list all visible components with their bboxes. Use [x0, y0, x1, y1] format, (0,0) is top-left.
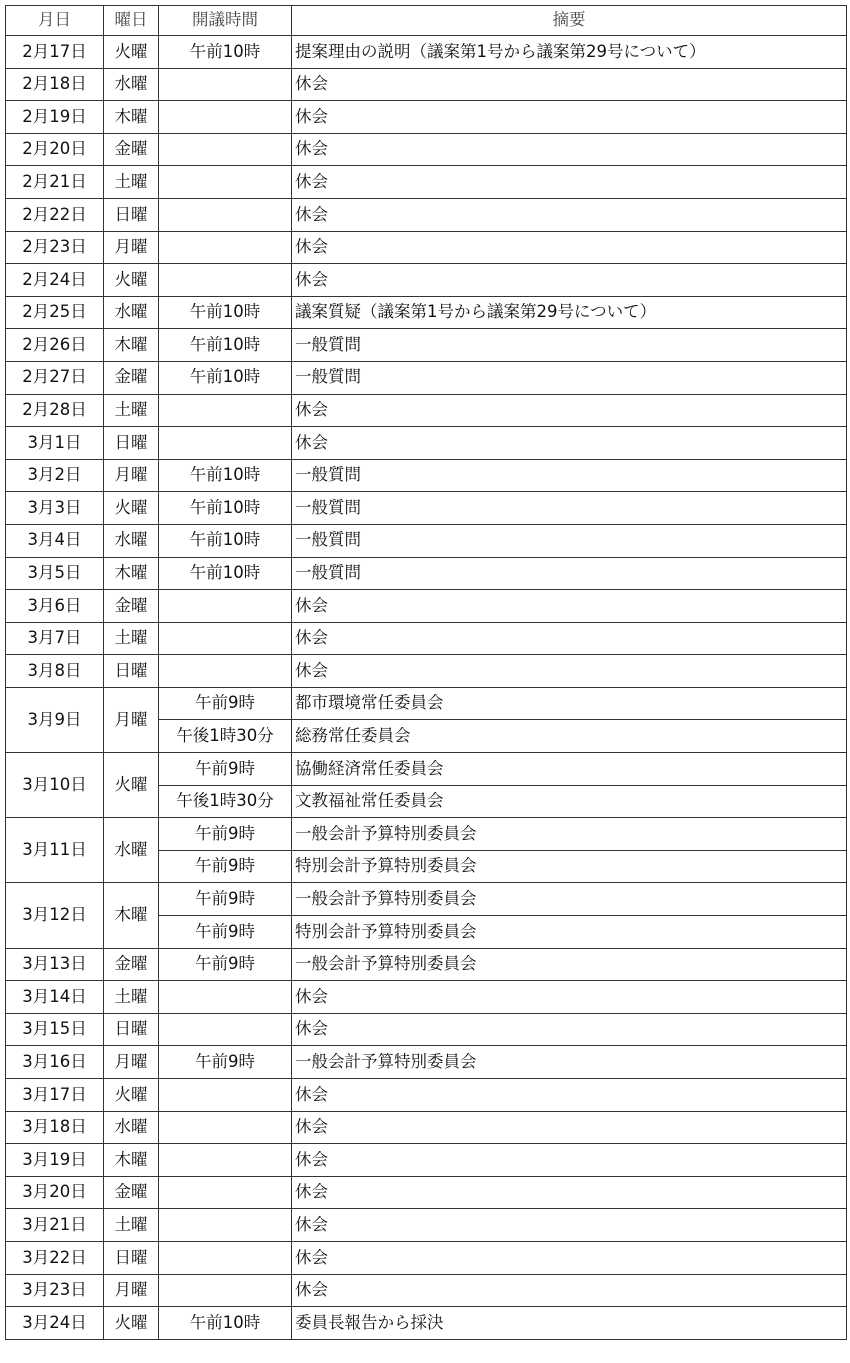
- start-time-cell: 午前10時: [159, 329, 292, 362]
- summary-cell: 休会: [292, 394, 847, 427]
- start-time-cell: 午前9時: [159, 948, 292, 981]
- table-row: [6, 753, 847, 786]
- weekday-cell: 月曜: [104, 1046, 159, 1079]
- start-time-cell: 午後1時30分: [159, 720, 292, 753]
- table-row: [6, 883, 847, 916]
- weekday-cell: 木曜: [104, 101, 159, 134]
- weekday-cell: 金曜: [104, 1176, 159, 1209]
- start-time-cell: 午前10時: [159, 1307, 292, 1340]
- weekday-cell: 土曜: [104, 1209, 159, 1242]
- date-cell: 2月17日: [6, 36, 104, 69]
- summary-cell: 一般質問: [292, 459, 847, 492]
- summary-cell: 休会: [292, 1013, 847, 1046]
- weekday-cell: 月曜: [104, 1274, 159, 1307]
- start-time-cell: 午前10時: [159, 557, 292, 590]
- table-row: [6, 198, 847, 231]
- summary-cell: 休会: [292, 1274, 847, 1307]
- start-time-cell: [159, 1111, 292, 1144]
- start-time-cell: 午前9時: [159, 916, 292, 949]
- weekday-cell: 土曜: [104, 981, 159, 1014]
- start-time-cell: 午前9時: [159, 818, 292, 851]
- start-time-cell: 午前9時: [159, 850, 292, 883]
- summary-cell: 休会: [292, 264, 847, 297]
- table-row: [6, 1046, 847, 1079]
- weekday-cell: 水曜: [104, 68, 159, 101]
- summary-cell: 委員長報告から採決: [292, 1307, 847, 1340]
- weekday-cell: 金曜: [104, 361, 159, 394]
- summary-cell: 一般会計予算特別委員会: [292, 948, 847, 981]
- start-time-cell: 午前10時: [159, 36, 292, 69]
- weekday-cell: 日曜: [104, 1013, 159, 1046]
- table-row: [6, 492, 847, 525]
- start-time-cell: [159, 590, 292, 623]
- weekday-cell: 火曜: [104, 492, 159, 525]
- summary-cell: 特別会計予算特別委員会: [292, 850, 847, 883]
- weekday-cell: 火曜: [104, 1079, 159, 1112]
- summary-cell: 休会: [292, 166, 847, 199]
- summary-cell: 休会: [292, 1241, 847, 1274]
- summary-cell: 総務常任委員会: [292, 720, 847, 753]
- summary-cell: 一般会計予算特別委員会: [292, 1046, 847, 1079]
- weekday-cell: 水曜: [104, 296, 159, 329]
- summary-cell: 休会: [292, 655, 847, 688]
- table-body: [6, 36, 847, 1340]
- date-cell: 2月28日: [6, 394, 104, 427]
- date-cell: 2月25日: [6, 296, 104, 329]
- date-cell: 3月22日: [6, 1241, 104, 1274]
- summary-cell: 一般会計予算特別委員会: [292, 818, 847, 851]
- summary-cell: 一般質問: [292, 492, 847, 525]
- weekday-cell: 木曜: [104, 329, 159, 362]
- start-time-cell: [159, 1079, 292, 1112]
- summary-cell: 一般質問: [292, 361, 847, 394]
- table-row: [6, 166, 847, 199]
- summary-cell: 休会: [292, 622, 847, 655]
- summary-cell: 休会: [292, 68, 847, 101]
- start-time-cell: 午前10時: [159, 361, 292, 394]
- weekday-cell: 月曜: [104, 687, 159, 752]
- table-row: [6, 101, 847, 134]
- weekday-cell: 木曜: [104, 883, 159, 948]
- table-row: [6, 687, 847, 720]
- weekday-cell: 金曜: [104, 948, 159, 981]
- table-row: [6, 1176, 847, 1209]
- header-date: 月日: [6, 6, 104, 36]
- weekday-cell: 日曜: [104, 655, 159, 688]
- header-day: 曜日: [104, 6, 159, 36]
- date-cell: 3月17日: [6, 1079, 104, 1112]
- date-cell: 3月8日: [6, 655, 104, 688]
- table-row: [6, 1307, 847, 1340]
- table-row: [6, 1144, 847, 1177]
- table-row: [6, 394, 847, 427]
- date-cell: 3月2日: [6, 459, 104, 492]
- date-cell: 3月11日: [6, 818, 104, 883]
- table-row: [6, 459, 847, 492]
- table-row: [6, 818, 847, 851]
- start-time-cell: [159, 198, 292, 231]
- date-cell: 2月18日: [6, 68, 104, 101]
- summary-cell: 休会: [292, 590, 847, 623]
- date-cell: 3月5日: [6, 557, 104, 590]
- table-row: [6, 329, 847, 362]
- weekday-cell: 金曜: [104, 590, 159, 623]
- weekday-cell: 水曜: [104, 1111, 159, 1144]
- date-cell: 2月21日: [6, 166, 104, 199]
- date-cell: 2月24日: [6, 264, 104, 297]
- start-time-cell: 午前10時: [159, 459, 292, 492]
- weekday-cell: 木曜: [104, 1144, 159, 1177]
- summary-cell: 休会: [292, 1144, 847, 1177]
- summary-cell: 一般質問: [292, 329, 847, 362]
- summary-cell: 休会: [292, 231, 847, 264]
- start-time-cell: [159, 1144, 292, 1177]
- table-row: [6, 981, 847, 1014]
- summary-cell: 議案質疑（議案第1号から議案第29号について）: [292, 296, 847, 329]
- date-cell: 3月15日: [6, 1013, 104, 1046]
- summary-cell: 協働経済常任委員会: [292, 753, 847, 786]
- start-time-cell: [159, 68, 292, 101]
- summary-cell: 一般会計予算特別委員会: [292, 883, 847, 916]
- start-time-cell: [159, 981, 292, 1014]
- start-time-cell: [159, 1241, 292, 1274]
- date-cell: 3月21日: [6, 1209, 104, 1242]
- table-row: [6, 36, 847, 69]
- table-row: [6, 1079, 847, 1112]
- start-time-cell: 午前9時: [159, 1046, 292, 1079]
- header-note: 摘要: [292, 6, 847, 36]
- date-cell: 3月13日: [6, 948, 104, 981]
- weekday-cell: 木曜: [104, 557, 159, 590]
- date-cell: 2月20日: [6, 133, 104, 166]
- date-cell: 2月27日: [6, 361, 104, 394]
- weekday-cell: 金曜: [104, 133, 159, 166]
- start-time-cell: [159, 133, 292, 166]
- table-row: [6, 948, 847, 981]
- start-time-cell: 午前9時: [159, 883, 292, 916]
- weekday-cell: 土曜: [104, 394, 159, 427]
- summary-cell: 休会: [292, 981, 847, 1014]
- start-time-cell: [159, 231, 292, 264]
- table-row: [6, 1241, 847, 1274]
- date-cell: 3月9日: [6, 687, 104, 752]
- summary-cell: 休会: [292, 101, 847, 134]
- summary-cell: 一般質問: [292, 557, 847, 590]
- date-cell: 2月23日: [6, 231, 104, 264]
- date-cell: 3月12日: [6, 883, 104, 948]
- summary-cell: 休会: [292, 1079, 847, 1112]
- summary-cell: 文教福祉常任委員会: [292, 785, 847, 818]
- start-time-cell: [159, 427, 292, 460]
- summary-cell: 休会: [292, 427, 847, 460]
- weekday-cell: 火曜: [104, 264, 159, 297]
- table-row: [6, 655, 847, 688]
- summary-cell: 休会: [292, 1176, 847, 1209]
- weekday-cell: 水曜: [104, 524, 159, 557]
- table-row: [6, 557, 847, 590]
- table-row: [6, 264, 847, 297]
- weekday-cell: 火曜: [104, 36, 159, 69]
- start-time-cell: 午前10時: [159, 524, 292, 557]
- summary-cell: 休会: [292, 1209, 847, 1242]
- start-time-cell: [159, 622, 292, 655]
- table-row: [6, 622, 847, 655]
- start-time-cell: [159, 1209, 292, 1242]
- date-cell: 3月20日: [6, 1176, 104, 1209]
- date-cell: 3月14日: [6, 981, 104, 1014]
- date-cell: 3月3日: [6, 492, 104, 525]
- header-time: 開議時間: [159, 6, 292, 36]
- date-cell: 3月24日: [6, 1307, 104, 1340]
- table-row: [6, 68, 847, 101]
- date-cell: 3月4日: [6, 524, 104, 557]
- start-time-cell: [159, 1176, 292, 1209]
- start-time-cell: [159, 264, 292, 297]
- date-cell: 3月10日: [6, 753, 104, 818]
- weekday-cell: 月曜: [104, 459, 159, 492]
- weekday-cell: 土曜: [104, 166, 159, 199]
- start-time-cell: 午後1時30分: [159, 785, 292, 818]
- table-row: [6, 590, 847, 623]
- table-row: [6, 1013, 847, 1046]
- date-cell: 3月16日: [6, 1046, 104, 1079]
- date-cell: 2月26日: [6, 329, 104, 362]
- start-time-cell: [159, 1274, 292, 1307]
- table-row: [6, 427, 847, 460]
- date-cell: 2月22日: [6, 198, 104, 231]
- date-cell: 2月19日: [6, 101, 104, 134]
- start-time-cell: [159, 101, 292, 134]
- table-row: [6, 296, 847, 329]
- start-time-cell: 午前9時: [159, 687, 292, 720]
- table-row: [6, 231, 847, 264]
- date-cell: 3月1日: [6, 427, 104, 460]
- weekday-cell: 日曜: [104, 427, 159, 460]
- weekday-cell: 火曜: [104, 1307, 159, 1340]
- table-row: [6, 524, 847, 557]
- weekday-cell: 日曜: [104, 1241, 159, 1274]
- date-cell: 3月19日: [6, 1144, 104, 1177]
- summary-cell: 提案理由の説明（議案第1号から議案第29号について）: [292, 36, 847, 69]
- summary-cell: 休会: [292, 133, 847, 166]
- summary-cell: 休会: [292, 198, 847, 231]
- date-cell: 3月18日: [6, 1111, 104, 1144]
- table-row: [6, 1209, 847, 1242]
- summary-cell: 特別会計予算特別委員会: [292, 916, 847, 949]
- summary-cell: 都市環境常任委員会: [292, 687, 847, 720]
- table-row: [6, 133, 847, 166]
- start-time-cell: [159, 1013, 292, 1046]
- start-time-cell: [159, 394, 292, 427]
- table-row: [6, 361, 847, 394]
- weekday-cell: 土曜: [104, 622, 159, 655]
- date-cell: 3月6日: [6, 590, 104, 623]
- session-schedule-table: [5, 5, 847, 1340]
- summary-cell: 一般質問: [292, 524, 847, 557]
- date-cell: 3月23日: [6, 1274, 104, 1307]
- start-time-cell: 午前9時: [159, 753, 292, 786]
- table-row: [6, 1274, 847, 1307]
- weekday-cell: 月曜: [104, 231, 159, 264]
- summary-cell: 休会: [292, 1111, 847, 1144]
- start-time-cell: [159, 655, 292, 688]
- date-cell: 3月7日: [6, 622, 104, 655]
- table-header: [6, 6, 847, 36]
- start-time-cell: 午前10時: [159, 296, 292, 329]
- weekday-cell: 火曜: [104, 753, 159, 818]
- header-row: [6, 6, 847, 36]
- weekday-cell: 日曜: [104, 198, 159, 231]
- start-time-cell: [159, 166, 292, 199]
- table-row: [6, 1111, 847, 1144]
- weekday-cell: 水曜: [104, 818, 159, 883]
- start-time-cell: 午前10時: [159, 492, 292, 525]
